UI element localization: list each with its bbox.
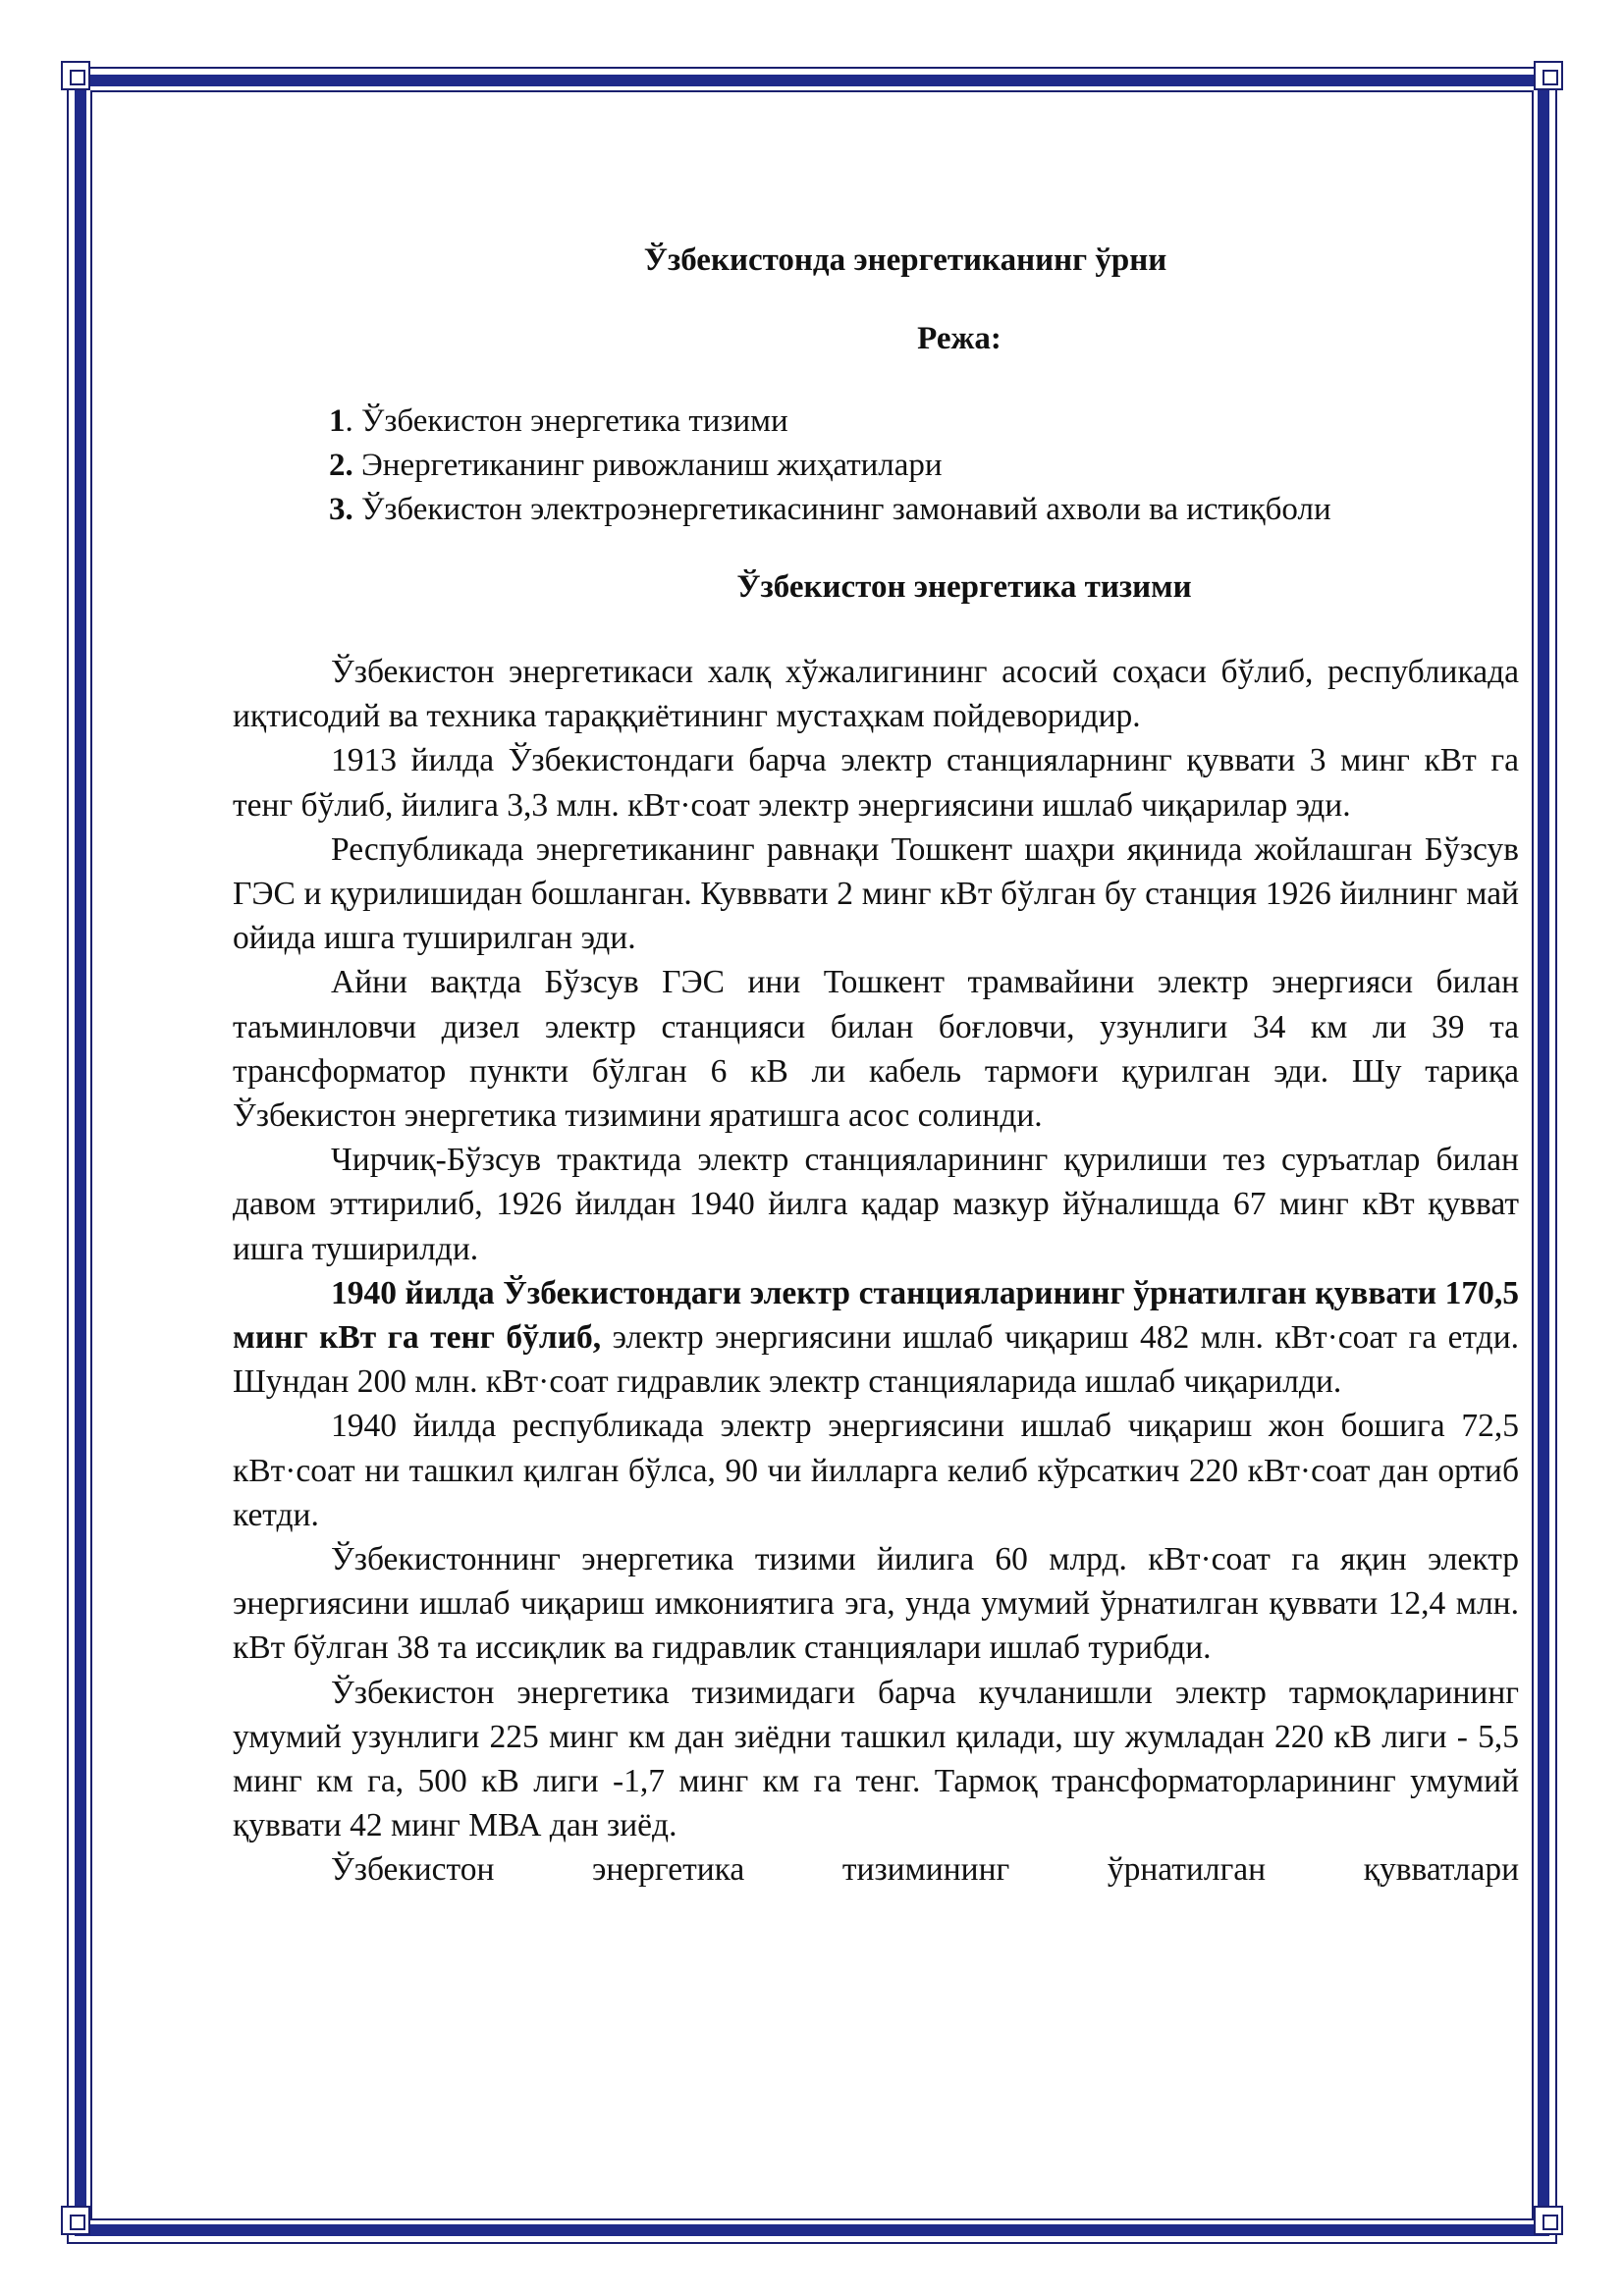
paragraph <box>233 960 1519 1138</box>
paragraph <box>233 650 1519 738</box>
paragraph-text: Ўзбекистон энергетика тизимидаги барча кучланишли электр тармоқларининг умумий узунлиги 225 минг км дан зиёдни ташкил қилади, шу жумладан 220 кВ лиги - 5,5 минг км га, 500 кВ лиги -1,7 минг км га тенг. Тармоқ трансформаторларининг умумий қуввати 42 минг МВА дан зиёд. <box>233 1674 1519 1844</box>
paragraph-text: Чирчиқ-Бўзсув трактида электр станцияларининг қурилиши тез суръатлар билан давом эттирилиб, 1926 йилдан 1940 йилга қадар мазкур йўналишда 67 минг кВт қувват ишга туширилди. <box>233 1142 1519 1267</box>
paragraph <box>233 1138 1519 1271</box>
plan-item-number: 2. <box>329 448 353 483</box>
paragraph-text: электр энергиясини ишлаб чиқариш 482 млн. кВт·соат га етди. Шундан 200 млн. кВт·соат гидравлик электр станцияларида ишлаб чиқарилди. <box>233 1319 1520 1401</box>
paragraph-text: 1940 йилда республикада электр энергиясини ишлаб чиқариш жон бошига 72,5 кВт·соат ни ташкил қилган бўлса, 90 чи йилларга келиб кўрсаткич 220 кВт·соат дан ортиб кетди. <box>233 1408 1519 1533</box>
paragraph-text: Ўзбекистон энергетикаси халқ хўжалигининг асосий соҳаси бўлиб, республикада иқтисодий ва техника тараққиётининг мустаҳкам пойдеворидир. <box>233 654 1519 735</box>
paragraph-bold: 1940 йилда Ўзбекистондаги электр станцияларининг ўрнатилган қуввати 170,5 минг кВт га тенг бўлиб, <box>233 1274 1519 1357</box>
paragraph <box>233 1404 1519 1537</box>
paragraph <box>233 828 1519 961</box>
plan-item-number: 1 <box>329 403 346 439</box>
paragraph <box>233 1847 1519 1892</box>
plan-list <box>233 400 1519 532</box>
paragraph <box>233 1671 1519 1848</box>
paragraph-list <box>233 650 1519 1893</box>
document-body <box>233 240 1519 1893</box>
plan-heading: Режа: <box>917 321 1001 356</box>
paragraph <box>233 1537 1519 1671</box>
paragraph-text: 1913 йилда Ўзбекистондаги барча электр станцияларнинг қуввати 3 минг кВт га тенг бўлиб, йилига 3,3 млн. кВт·соат электр энергиясини ишлаб чиқарилар эди. <box>233 742 1519 824</box>
plan-item <box>329 444 1519 488</box>
plan-item-text: Энергетиканинг ривожланиш жиҳатилари <box>352 448 943 483</box>
border-corner-ornament <box>1534 2206 1563 2235</box>
plan-item-number: 3. <box>329 492 353 527</box>
plan-item <box>329 400 1519 444</box>
section-heading: Ўзбекистон энергетика тизими <box>736 569 1192 605</box>
border-corner-ornament <box>1534 61 1563 90</box>
paragraph-text: Айни вақтда Бўзсув ГЭС ини Тошкент трамвайини электр энергияси билан таъминловчи дизел электр станцияси билан боғловчи, узунлиги 34 км ли 39 та трансформатор пункти бўлган 6 кВ ли кабель тармоғи қурилган эди. Шу тариқа Ўзбекистон энергетика тизимини яратишга асос солинди. <box>233 964 1519 1135</box>
plan-item <box>329 488 1519 532</box>
plan-item-text: Ўзбекистон электроэнергетикасининг замонавий ахволи ва истиқболи <box>352 492 1331 527</box>
paragraph-text: Ўзбекистоннинг энергетика тизими йилига 60 млрд. кВт·соат га яқин электр энергиясини ишлаб чиқариш имкониятига эга, унда умумий ўрнатилган қуввати 12,4 млн. кВт бўлган 38 та иссиқлик ва гидравлик станциялари ишлаб турибди. <box>233 1541 1519 1667</box>
paragraph-text: Республикада энергетиканинг равнақи Тошкент шаҳри яқинида жойлашган Бўзсув ГЭС и қурилишидан бошланган. Кувввати 2 минг кВт бўлган бу станция 1926 йилнинг май ойида ишга туширилган эди. <box>233 830 1519 957</box>
paragraph-text: Ўзбекистон энергетика тизимининг ўрнатилган қувватлари <box>331 1851 1519 1889</box>
plan-item-text: . Ўзбекистон энергетика тизими <box>345 403 788 439</box>
border-corner-ornament <box>61 2206 90 2235</box>
border-corner-ornament <box>61 61 90 90</box>
paragraph <box>233 738 1519 827</box>
paragraph <box>233 1271 1519 1405</box>
document-title: Ўзбекистонда энергетиканинг ўрни <box>643 242 1167 278</box>
